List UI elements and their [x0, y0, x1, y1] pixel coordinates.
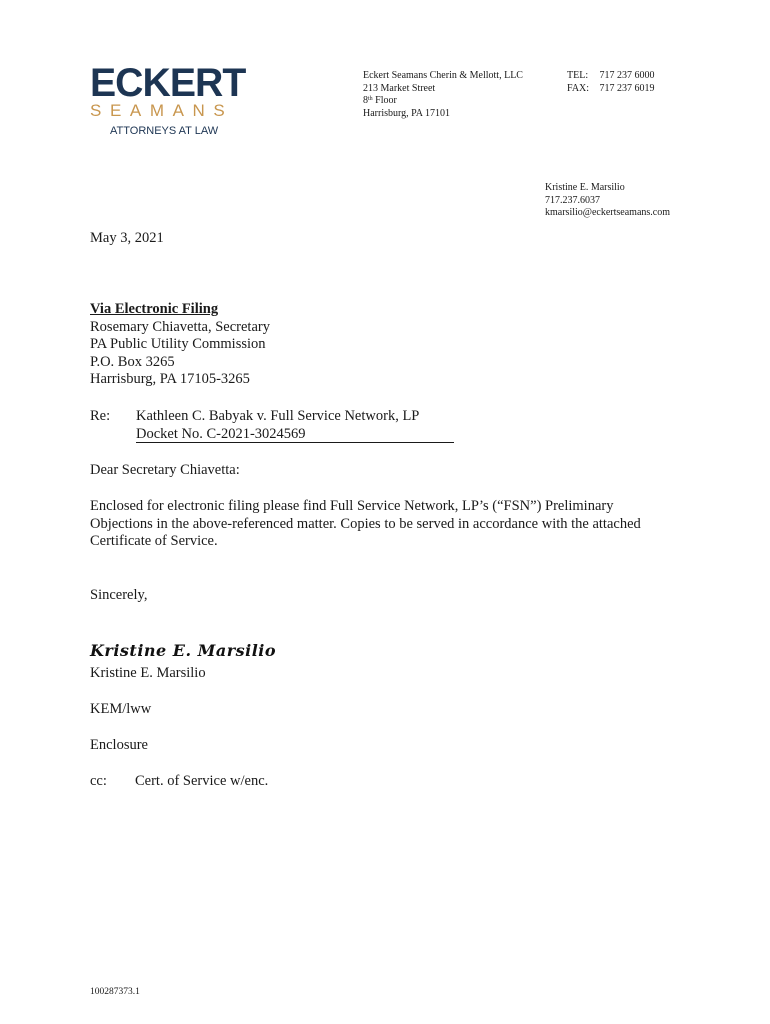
floor-suffix: th: [368, 96, 373, 102]
enclosure-note: Enclosure: [90, 737, 148, 753]
firm-logo: [90, 61, 250, 138]
typist-initials: KEM/lww: [90, 701, 152, 717]
delivery-method: Via Electronic Filing: [90, 301, 219, 317]
logo-tagline: ATTORNEYS AT LAW: [110, 125, 219, 137]
closing: Sincerely,: [90, 587, 148, 603]
re-docket: Docket No. C-2021-3024569: [136, 426, 454, 443]
floor-word: Floor: [372, 95, 397, 106]
firm-name: Eckert Seamans Cherin & Mellott, LLC: [363, 70, 523, 81]
author-name: Kristine E. Marsilio: [545, 182, 625, 193]
firm-contact: [567, 70, 655, 95]
tel-row: [567, 70, 655, 83]
signer-name: Kristine E. Marsilio: [90, 665, 206, 681]
author-email: kmarsilio@eckertseamans.com: [545, 207, 670, 218]
firm-floor: [363, 95, 523, 108]
letter-date: May 3, 2021: [90, 230, 164, 246]
author-block: [545, 182, 670, 220]
firm-city: Harrisburg, PA 17101: [363, 107, 450, 119]
recipient-line: Rosemary Chiavetta, Secretary: [90, 318, 270, 335]
document-id: 100287373.1: [90, 987, 140, 997]
body-line: Certificate of Service.: [90, 533, 218, 549]
recipient-line: Harrisburg, PA 17105-3265: [90, 371, 250, 387]
fax-number: 717 237 6019: [599, 82, 655, 94]
logo-sub-text: SEAMANS: [90, 101, 234, 120]
recipient-block: [90, 301, 270, 389]
floor-number: 8: [363, 95, 368, 106]
firm-street: 213 Market Street: [363, 82, 436, 94]
salutation: Dear Secretary Chiavetta:: [90, 462, 240, 478]
body-paragraph: [90, 498, 690, 551]
cc-line: [90, 773, 268, 791]
fax-label: FAX:: [567, 82, 590, 94]
firm-address: [363, 70, 523, 120]
re-lines: [136, 408, 454, 443]
logo-main-text: ECKERT: [90, 61, 246, 105]
cc-text: Cert. of Service w/enc.: [135, 773, 269, 789]
tel-label: TEL:: [567, 70, 589, 81]
handwritten-signature: Kristine E. Marsilio: [90, 641, 277, 660]
recipient-line: P.O. Box 3265: [90, 353, 175, 370]
body-line: Enclosed for electronic filing please find Full Service Network, LP’s (“FSN”) Preliminary: [90, 498, 614, 514]
fax-row: [567, 83, 655, 96]
re-label: Re:: [90, 408, 111, 424]
cc-label: cc:: [90, 773, 107, 789]
re-case: Kathleen C. Babyak v. Full Service Network, LP: [136, 408, 420, 424]
tel-number: 717 237 6000: [599, 70, 655, 81]
recipient-line: PA Public Utility Commission: [90, 336, 266, 352]
author-phone: 717.237.6037: [545, 194, 600, 206]
body-line: Objections in the above-referenced matter. Copies to be served in accordance with the attached: [90, 515, 641, 532]
